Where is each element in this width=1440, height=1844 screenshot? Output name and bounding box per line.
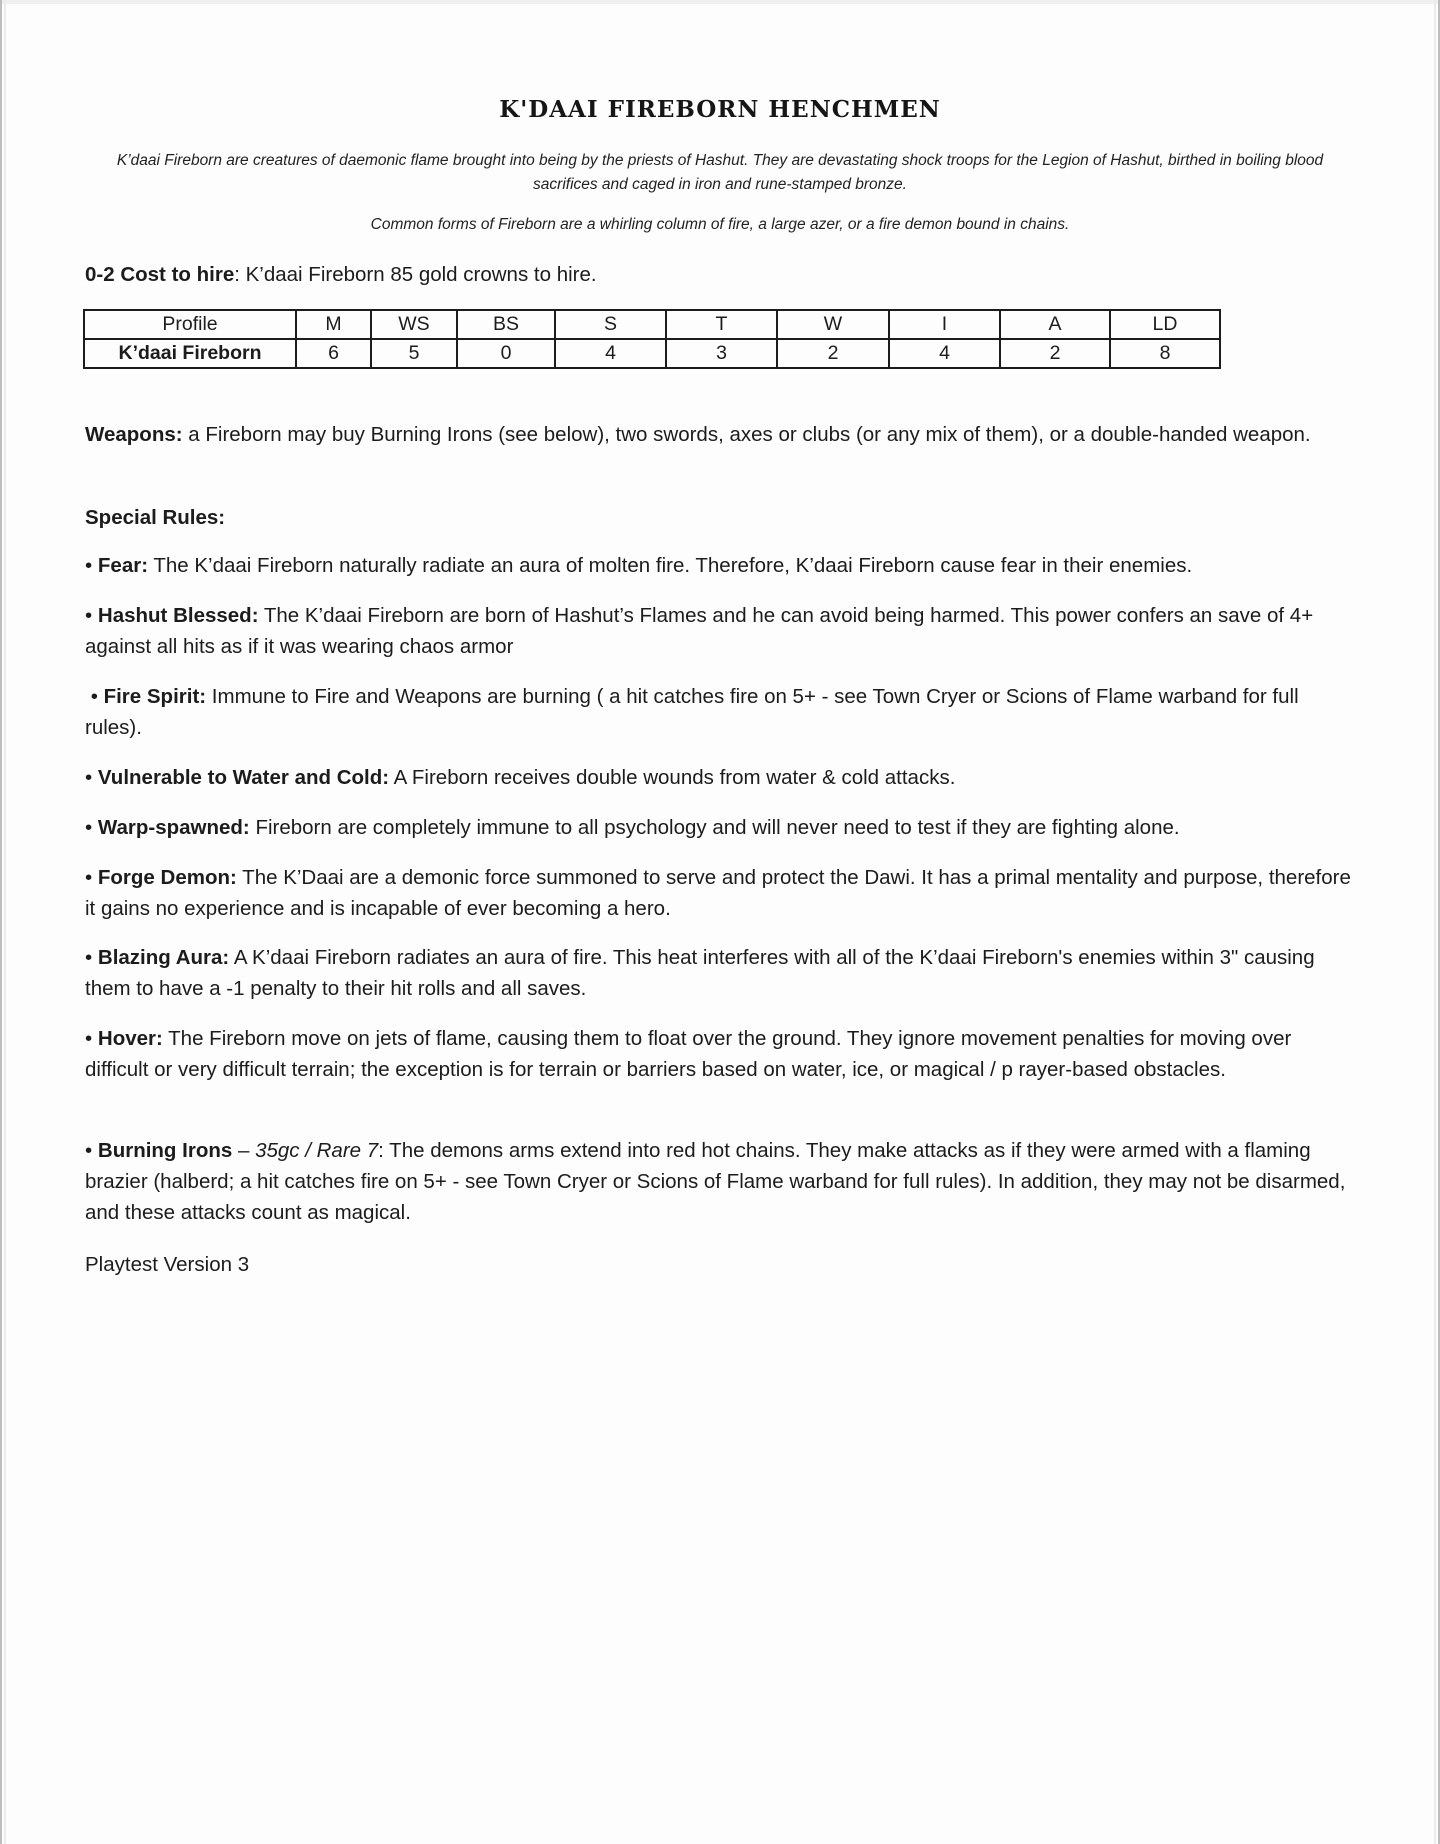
rule-blazing-aura	[85, 942, 1360, 1004]
rule-name: Vulnerable to Water and Cold:	[97, 766, 390, 789]
cell-s: 4	[555, 339, 666, 368]
header-cell-bs: BS	[457, 310, 555, 339]
rule-text: A Fireborn receives double wounds from water & cold attacks.	[389, 766, 956, 789]
bullet-icon: •	[85, 866, 93, 889]
rule-text: The K’Daai are a demonic force summoned to serve and protect the Dawi. It has a primal mentality and purpose, therefore it gains no experience and is incapable of ever becoming a hero.	[85, 866, 1351, 920]
bullet-icon: •	[85, 1027, 93, 1050]
page-title: K'DAAI FIREBORN HENCHMEN	[499, 96, 941, 123]
rule-name: Burning Irons	[97, 1139, 233, 1162]
rule-fear	[85, 550, 1360, 581]
page-edge	[0, 0, 2, 1844]
header-cell-a: A	[1000, 310, 1110, 339]
weapons-label: Weapons:	[85, 423, 183, 446]
bullet-icon: •	[85, 946, 93, 969]
header-cell-w: W	[777, 310, 889, 339]
cost-label: 0-2 Cost to hire	[85, 263, 235, 286]
rule-fire-spirit	[85, 681, 1360, 743]
cell-name: K’daai Fireborn	[84, 339, 296, 368]
rule-name: Warp-spawned:	[97, 816, 250, 839]
rule-name: Fire Spirit:	[103, 685, 207, 708]
rule-name: Blazing Aura:	[97, 946, 230, 969]
bullet-icon: •	[85, 1139, 93, 1162]
bullet-icon: •	[90, 685, 98, 708]
rule-burning-irons	[85, 1135, 1360, 1228]
header-cell-profile: Profile	[84, 310, 296, 339]
rule-text: The K’daai Fireborn are born of Hashut’s Flames and he can avoid being harmed. This power confers an save of 4+ against all hits as if it was wearing chaos armor	[85, 604, 1314, 658]
rule-text: A K’daai Fireborn radiates an aura of fire. This heat interferes with all of the K’daai Fireborn's enemies within 3" causing them to have a -1 penalty to their hit rolls and all saves.	[85, 946, 1315, 1000]
header-cell-s: S	[555, 310, 666, 339]
rule-name: Forge Demon:	[97, 866, 237, 889]
rule-text: Fireborn are completely immune to all psychology and will never need to test if they are fighting alone.	[249, 816, 1180, 839]
cell-m: 6	[296, 339, 371, 368]
rule-text: The Fireborn move on jets of flame, causing them to float over the ground. They ignore movement penalties for moving over difficult or very difficult terrain; the exception is for terrain or barriers based on water, ice, or magical / p rayer-based obstacles.	[85, 1027, 1292, 1081]
cell-t: 3	[666, 339, 777, 368]
weapons-text: a Fireborn may buy Burning Irons (see below), two swords, axes or clubs (or any mix of them), or a double-handed weapon.	[182, 423, 1311, 446]
cell-w: 2	[777, 339, 889, 368]
page-edge	[0, 0, 1440, 4]
rule-text: Immune to Fire and Weapons are burning ( a hit catches fire on 5+ - see Town Cryer or Scions of Flame warband for full rules).	[85, 685, 1299, 739]
header-cell-ld: LD	[1110, 310, 1220, 339]
rule-cost: 35gc / Rare 7	[255, 1139, 379, 1162]
rule-dash: –	[232, 1139, 256, 1162]
rule-hover	[85, 1023, 1360, 1085]
cost-text: : K’daai Fireborn 85 gold crowns to hire.	[234, 263, 597, 286]
header-cell-i: I	[889, 310, 1000, 339]
rule-text: The K’daai Fireborn naturally radiate an aura of molten fire. Therefore, K’daai Fireborn cause fear in their enemies.	[148, 554, 1193, 577]
cell-bs: 0	[457, 339, 555, 368]
rule-text: : The demons arms extend into red hot chains. They make attacks as if they were armed with a flaming brazier (halberd; a hit catches fire on 5+ - see Town Cryer or Scions of Flame warband for full rules). In addition, they may not be disarmed, and these attacks count as magical.	[85, 1139, 1346, 1224]
cell-i: 4	[889, 339, 1000, 368]
bullet-icon: •	[85, 554, 93, 577]
weapons-paragraph	[85, 419, 1355, 450]
bullet-icon: •	[85, 816, 93, 839]
special-rules-heading: Special Rules:	[85, 506, 226, 529]
rule-name: Fear:	[97, 554, 149, 577]
cell-a: 2	[1000, 339, 1110, 368]
cell-ws: 5	[371, 339, 457, 368]
rule-vulnerable	[85, 762, 1360, 793]
bullet-icon: •	[85, 766, 93, 789]
bullet-icon: •	[85, 604, 93, 627]
page-edge	[4, 0, 6, 1844]
header-cell-m: M	[296, 310, 371, 339]
header-cell-t: T	[666, 310, 777, 339]
table-row	[84, 339, 1220, 368]
rule-name: Hashut Blessed:	[97, 604, 259, 627]
rule-forge-demon	[85, 862, 1360, 924]
header-cell-ws: WS	[371, 310, 457, 339]
rule-hashut-blessed	[85, 600, 1360, 662]
page-edge	[1434, 0, 1436, 1844]
cell-ld: 8	[1110, 339, 1220, 368]
intro-paragraph: K’daai Fireborn are creatures of daemonic flame brought into being by the priests of Hashut. They are devastating shock troops for the Legion of Hashut, birthed in boiling blood sacrifices and caged in iron and rune-stamped bronze.	[116, 152, 1324, 193]
profile-header-row	[84, 310, 1220, 339]
version-footer: Playtest Version 3	[85, 1253, 250, 1276]
cost-to-hire	[85, 259, 1355, 290]
intro-forms-paragraph: Common forms of Fireborn are a whirling column of fire, a large azer, or a fire demon bound in chains.	[370, 216, 1070, 233]
profile-table	[83, 309, 1221, 369]
rule-name: Hover:	[97, 1027, 163, 1050]
rule-warp-spawned	[85, 812, 1360, 843]
